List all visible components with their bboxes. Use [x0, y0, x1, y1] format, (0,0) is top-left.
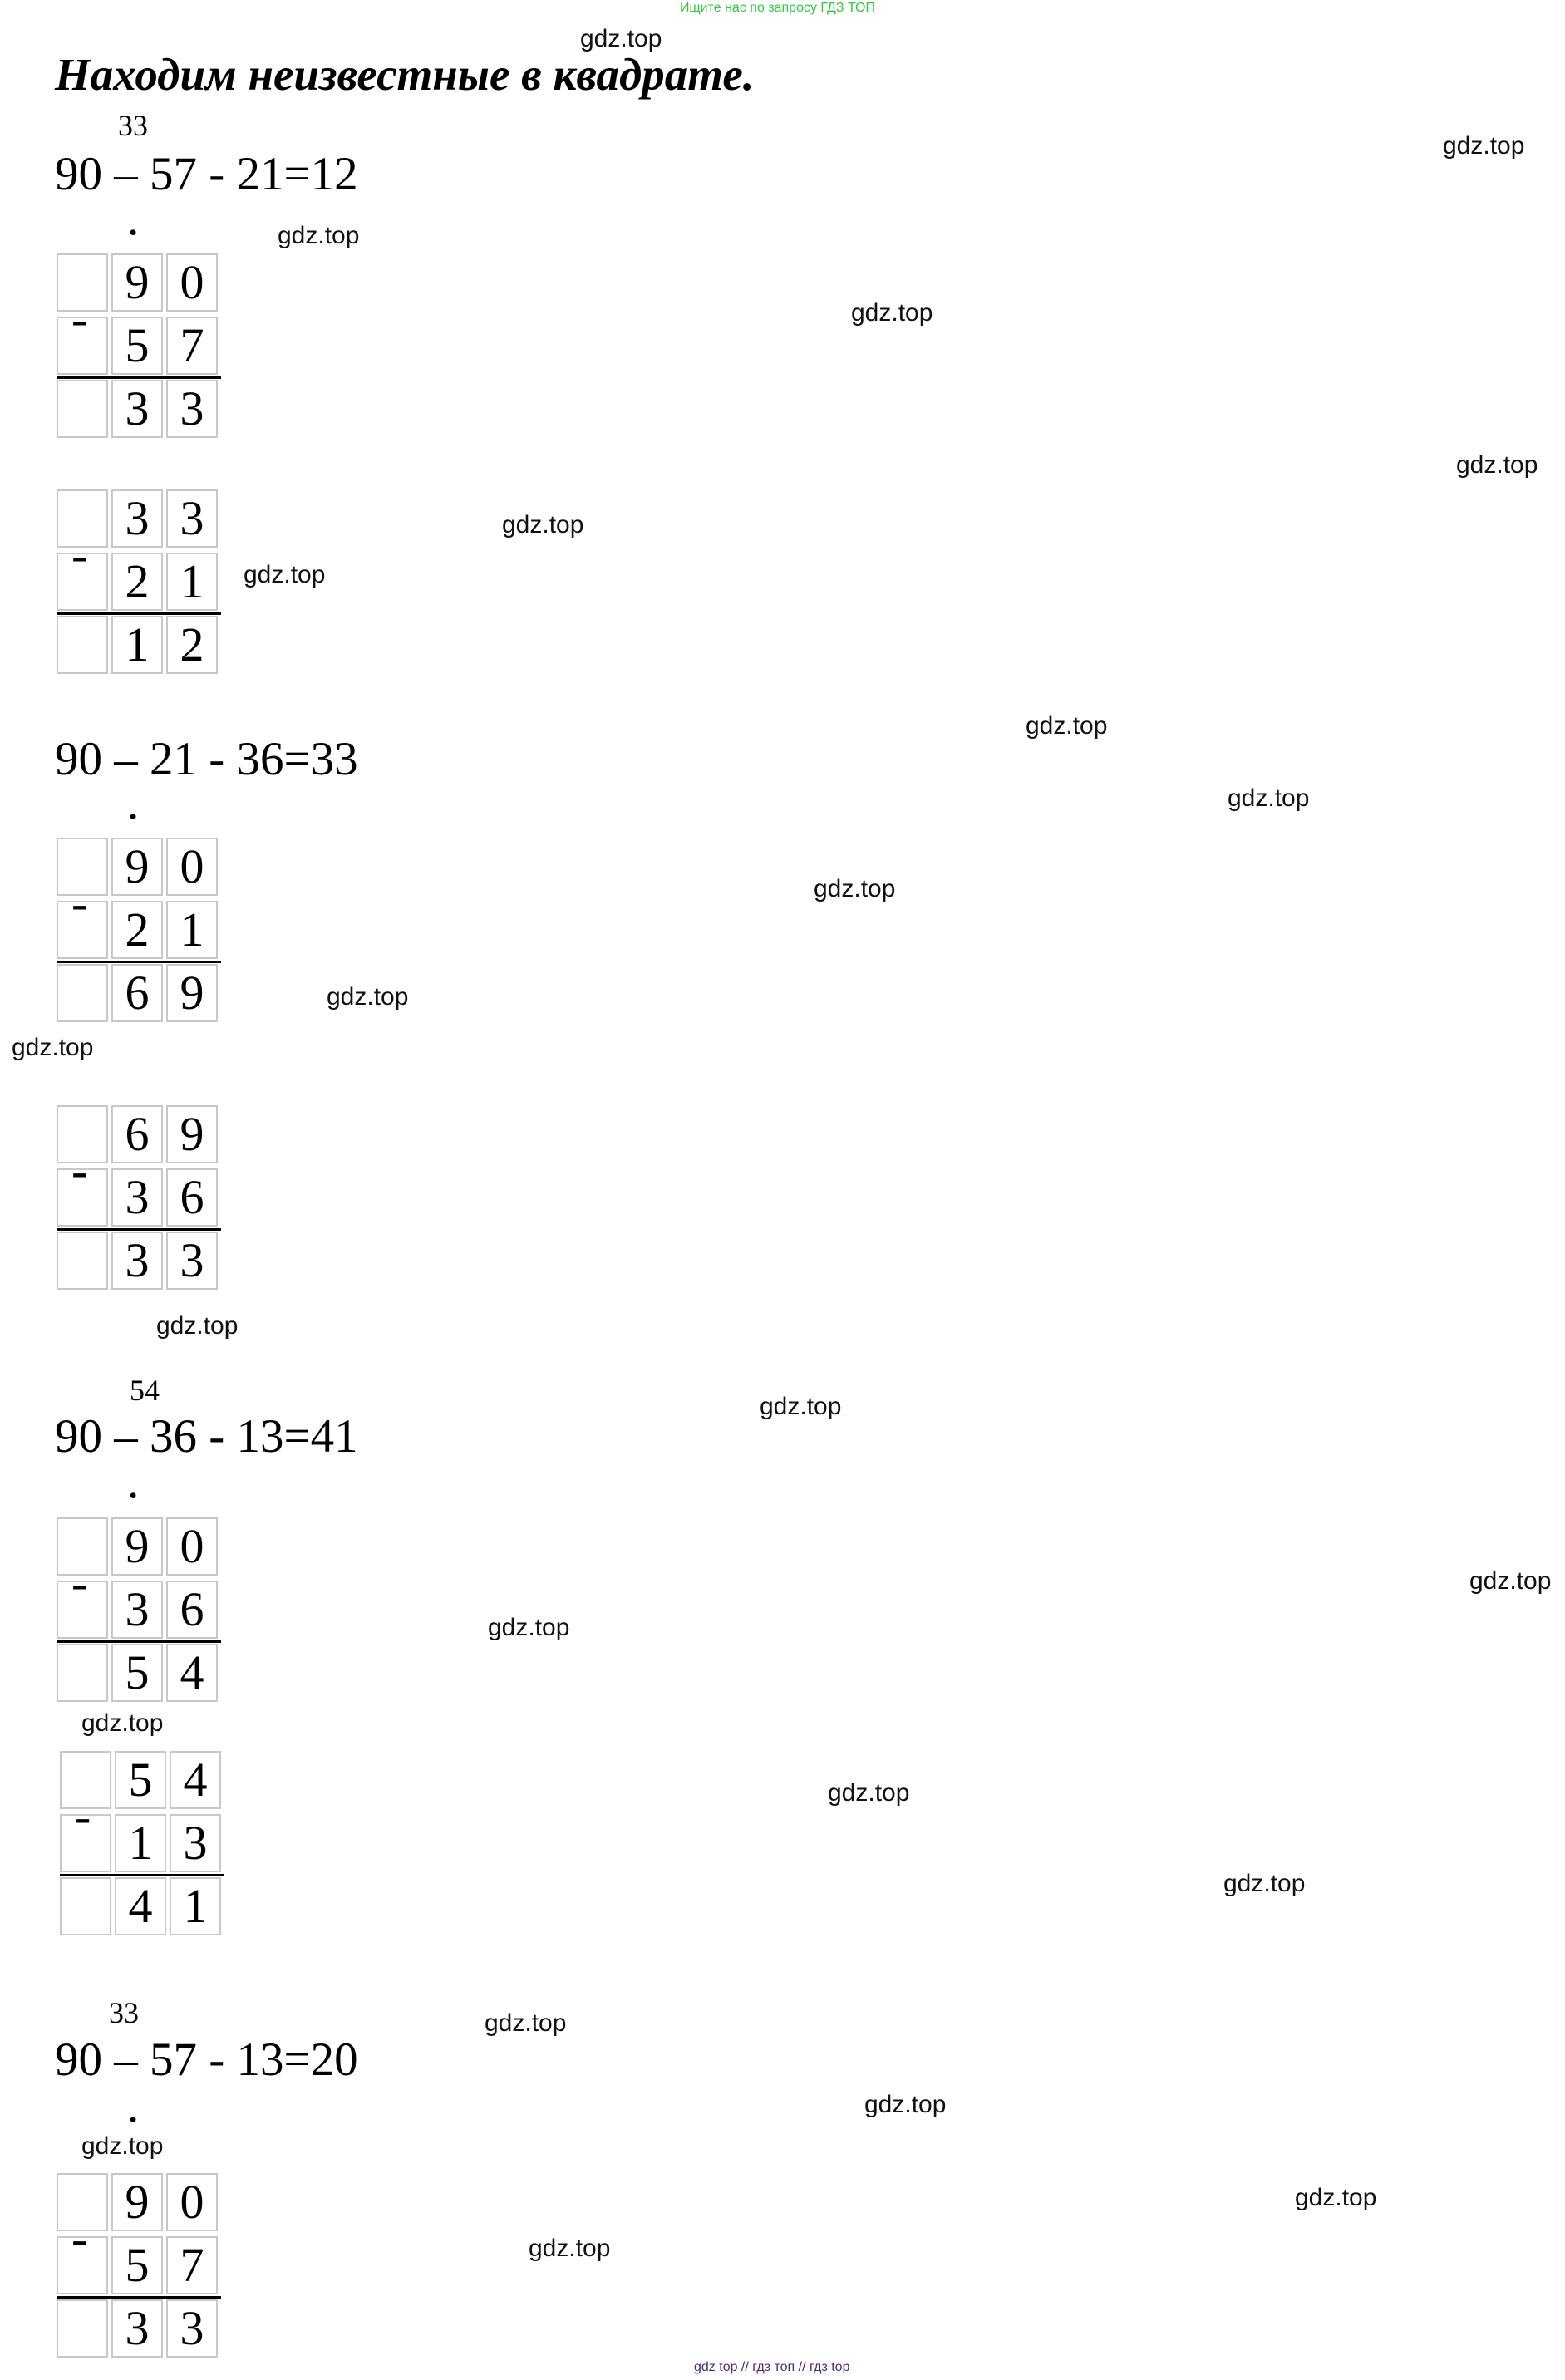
result-digit: 3: [111, 2299, 163, 2358]
intermediate-note: 33: [109, 1996, 139, 2029]
watermark: gdz.top: [529, 2235, 611, 2262]
result-digit: 1: [170, 1877, 221, 1935]
watermark: gdz.top: [1469, 1567, 1552, 1595]
footer-links: gdz top // гдз топ // гдз top: [694, 2360, 850, 2374]
minus-sign: -: [75, 1789, 91, 1843]
result-digit: 6: [111, 964, 163, 1022]
result-line: [57, 961, 221, 963]
grid-cell-empty: [57, 1644, 108, 1702]
minuend-digit: 9: [111, 2173, 163, 2231]
result-line: [57, 1228, 221, 1231]
watermark: gdz.top: [81, 1709, 164, 1737]
subtrahend-digit: 5: [111, 2236, 163, 2294]
result-digit: 3: [166, 2299, 218, 2358]
grid-cell-empty: [57, 1232, 108, 1290]
watermark: gdz.top: [760, 1393, 842, 1420]
watermark: gdz.top: [1223, 1870, 1306, 1897]
minuend-digit: 9: [111, 1517, 163, 1576]
equation-mark: .: [127, 1456, 140, 1508]
watermark: gdz.top: [12, 1034, 94, 1061]
equation-expression: 90 – 57 - 13=20: [55, 2033, 358, 2086]
result-digit: 9: [166, 964, 218, 1022]
minus-sign: -: [71, 876, 88, 930]
subtrahend-digit: 7: [166, 317, 218, 375]
minuend-digit: 0: [166, 1517, 218, 1576]
watermark: gdz.top: [244, 561, 326, 588]
subtrahend-digit: 3: [111, 1168, 163, 1227]
watermark: gdz.top: [580, 25, 662, 52]
watermark: gdz.top: [1228, 784, 1310, 812]
watermark: gdz.top: [502, 511, 584, 538]
watermark: gdz.top: [485, 2009, 567, 2037]
watermark: gdz.top: [488, 1614, 570, 1641]
subtrahend-digit: 1: [166, 901, 218, 959]
result-digit: 3: [166, 1232, 218, 1290]
minuend-digit: 3: [166, 489, 218, 548]
subtrahend-digit: 7: [166, 2236, 218, 2294]
minuend-digit: 0: [166, 838, 218, 896]
subtrahend-digit: 1: [166, 553, 218, 611]
watermark: gdz.top: [156, 1312, 239, 1340]
watermark: gdz.top: [1026, 712, 1108, 740]
result-digit: 3: [111, 380, 163, 438]
watermark: gdz.top: [1456, 451, 1538, 479]
minuend-digit: 9: [111, 253, 163, 312]
grid-cell-empty: [57, 964, 108, 1022]
watermark: gdz.top: [828, 1779, 910, 1807]
page-title: Находим неизвестные в квадрате.: [55, 49, 755, 100]
minus-sign: -: [71, 292, 88, 346]
result-digit: 4: [115, 1877, 166, 1935]
result-line: [60, 1874, 224, 1876]
minuend-digit: 5: [115, 1751, 166, 1809]
grid-cell-empty: [60, 1877, 111, 1935]
watermark: gdz.top: [327, 983, 409, 1011]
result-line: [57, 376, 221, 379]
minus-sign: -: [71, 528, 88, 582]
grid-cell-empty: [57, 616, 108, 674]
minuend-digit: 0: [166, 253, 218, 312]
subtrahend-digit: 3: [111, 1581, 163, 1639]
result-line: [57, 2296, 221, 2299]
minus-sign: -: [71, 1556, 88, 1610]
minuend-digit: 9: [111, 838, 163, 896]
result-digit: 3: [111, 1232, 163, 1290]
subtrahend-digit: 1: [115, 1814, 166, 1872]
result-digit: 3: [166, 380, 218, 438]
result-digit: 1: [111, 616, 163, 674]
intermediate-note: 54: [130, 1374, 160, 1407]
subtrahend-digit: 6: [166, 1581, 218, 1639]
equation-expression: 90 – 21 - 36=33: [55, 733, 358, 785]
equation-mark: .: [127, 193, 140, 245]
watermark: gdz.top: [851, 299, 933, 327]
watermark: gdz.top: [278, 222, 360, 249]
watermark: gdz.top: [864, 2091, 947, 2118]
equation-mark: .: [127, 2080, 140, 2132]
subtrahend-digit: 3: [170, 1814, 221, 1872]
equation-expression: 90 – 36 - 13=41: [55, 1410, 358, 1463]
subtrahend-digit: 2: [111, 553, 163, 611]
minus-sign: -: [71, 2211, 88, 2265]
result-digit: 2: [166, 616, 218, 674]
minuend-digit: 3: [111, 489, 163, 548]
minuend-digit: 4: [170, 1751, 221, 1809]
grid-cell-empty: [57, 2299, 108, 2358]
result-line: [57, 612, 221, 615]
result-digit: 4: [166, 1644, 218, 1702]
watermark: gdz.top: [814, 875, 896, 902]
minuend-digit: 0: [166, 2173, 218, 2231]
equation-mark: .: [127, 777, 140, 829]
minus-sign: -: [71, 1143, 88, 1197]
minuend-digit: 9: [166, 1105, 218, 1163]
grid-cell-empty: [57, 380, 108, 438]
subtrahend-digit: 6: [166, 1168, 218, 1227]
search-hint-banner: Ищите нас по запросу ГДЗ ТОП: [680, 1, 875, 15]
result-digit: 5: [111, 1644, 163, 1702]
result-line: [57, 1640, 221, 1643]
watermark: gdz.top: [1443, 132, 1525, 160]
watermark: gdz.top: [1295, 2184, 1377, 2211]
subtrahend-digit: 5: [111, 317, 163, 375]
equation-expression: 90 – 57 - 21=12: [55, 148, 358, 200]
watermark: gdz.top: [81, 2132, 164, 2160]
subtrahend-digit: 2: [111, 901, 163, 959]
intermediate-note: 33: [118, 109, 148, 142]
minuend-digit: 6: [111, 1105, 163, 1163]
